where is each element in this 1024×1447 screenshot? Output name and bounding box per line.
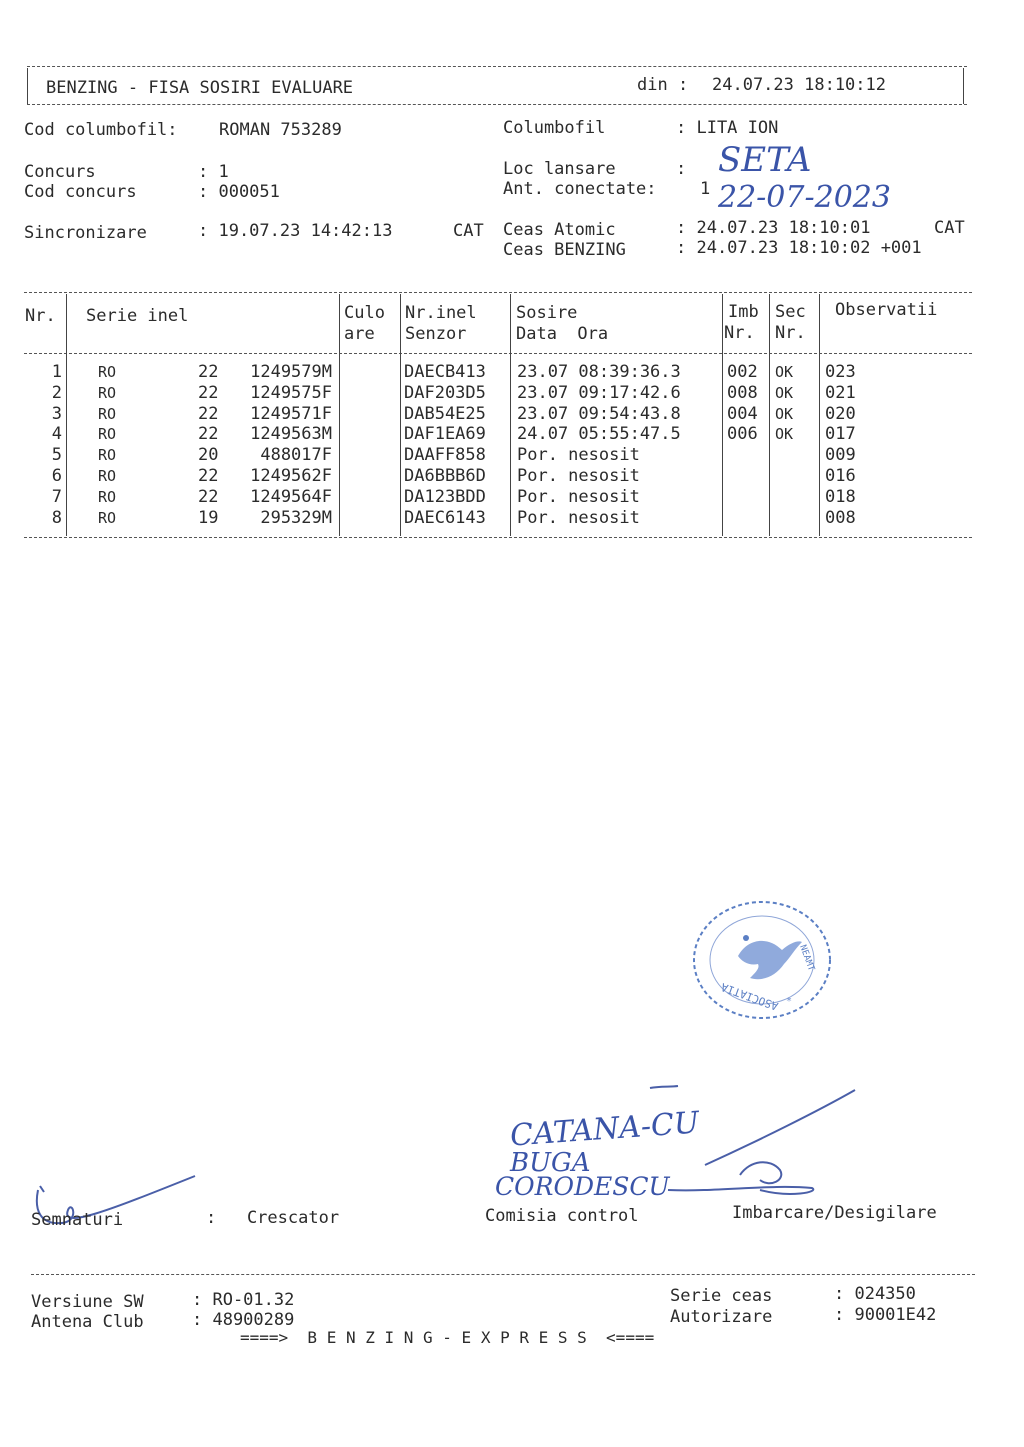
autorizare-label: Autorizare bbox=[670, 1307, 773, 1327]
cell-country: RO bbox=[98, 508, 117, 527]
cell-country: RO bbox=[98, 425, 117, 444]
cell-nr: 7 bbox=[51, 486, 62, 507]
cell-imb: 002 bbox=[727, 362, 758, 382]
header-sec-2: Nr. bbox=[775, 323, 806, 343]
cell-country: RO bbox=[98, 446, 117, 465]
cell-nr: 6 bbox=[51, 466, 62, 486]
cell-arrival: 23.07 09:54:43.8 bbox=[517, 403, 681, 424]
cell-nr: 8 bbox=[51, 507, 62, 528]
cell-nr: 1 bbox=[51, 362, 62, 382]
cell-arrival: 23.07 08:39:36.3 bbox=[517, 362, 681, 382]
cell-ring: 1249562F bbox=[250, 466, 332, 486]
svg-text:*: * bbox=[786, 996, 793, 1007]
col-sep bbox=[400, 294, 401, 536]
cell-sensor: DAF203D5 bbox=[404, 382, 486, 403]
cell-imb: 006 bbox=[727, 424, 758, 445]
cell-country: RO bbox=[98, 404, 117, 423]
sincronizare-label: Sincronizare bbox=[24, 223, 147, 243]
handwritten-date: 22-07-2023 bbox=[718, 180, 891, 215]
cell-arrival: Por. nesosit bbox=[517, 466, 640, 486]
header-top-rule bbox=[27, 66, 967, 67]
versiune-sw-value: : RO-01.32 bbox=[192, 1290, 295, 1310]
header-observatii: Observatii bbox=[835, 300, 938, 320]
cod-columbofil-label: Cod columbofil: bbox=[24, 120, 178, 140]
autorizare-value: : 90001E42 bbox=[834, 1305, 937, 1325]
cell-ring: 488017F bbox=[260, 445, 332, 466]
cell-arrival: Por. nesosit bbox=[517, 445, 640, 466]
cell-year: 22 bbox=[198, 362, 219, 382]
ant-conectate-label: Ant. conectate: bbox=[503, 179, 657, 199]
header-sec-1: Sec bbox=[775, 302, 806, 322]
col-sep bbox=[769, 294, 770, 536]
columbofil-value: : LITA ION bbox=[676, 118, 779, 138]
header-culoare-2: are bbox=[344, 324, 375, 344]
cell-sensor: DAB54E25 bbox=[404, 403, 486, 424]
cell-year: 22 bbox=[198, 403, 219, 424]
col-sep bbox=[510, 294, 511, 536]
header-left-border bbox=[27, 68, 28, 104]
benzing-express-banner: ====> B E N Z I N G - E X P R E S S <==== bbox=[240, 1328, 655, 1347]
cell-year: 19 bbox=[198, 507, 219, 528]
cell-ring: 1249564F bbox=[250, 486, 332, 507]
cell-country: RO bbox=[98, 487, 117, 506]
ceas-benzing-value: : 24.07.23 18:10:02 +001 bbox=[676, 238, 922, 258]
cell-sec: OK bbox=[775, 404, 794, 423]
table-bottom-rule bbox=[24, 537, 972, 538]
handwritten-name-2: BUGA bbox=[510, 1148, 591, 1178]
cell-year: 22 bbox=[198, 424, 219, 445]
ceas-benzing-label: Ceas BENZING bbox=[503, 240, 626, 260]
cell-nr: 4 bbox=[51, 424, 62, 445]
cell-arrival: 24.07 05:55:47.5 bbox=[517, 424, 681, 445]
cell-year: 20 bbox=[198, 445, 219, 466]
antena-club-value: : 48900289 bbox=[192, 1310, 295, 1330]
col-sep bbox=[66, 294, 67, 536]
cod-columbofil-value: ROMAN 753289 bbox=[219, 120, 342, 140]
loc-lansare-label: Loc lansare bbox=[503, 159, 616, 179]
cell-arrival: Por. nesosit bbox=[517, 486, 640, 507]
header-sosire-1: Sosire bbox=[516, 303, 578, 323]
header-nr: Nr. bbox=[25, 306, 56, 326]
col-sep bbox=[339, 294, 340, 536]
header-nrinel-2: Senzor bbox=[405, 324, 467, 344]
ceas-atomic-tz: CAT bbox=[934, 218, 965, 238]
header-serie-inel: Serie inel bbox=[86, 306, 189, 326]
header-imb-2: Nr. bbox=[724, 323, 755, 343]
ceas-atomic-label: Ceas Atomic bbox=[503, 220, 616, 240]
concurs-label: Concurs bbox=[24, 162, 96, 182]
cell-obs: 021 bbox=[825, 382, 856, 403]
cell-nr: 2 bbox=[51, 382, 62, 403]
cell-sec: OK bbox=[775, 425, 794, 444]
cod-concurs-label: Cod concurs bbox=[24, 182, 137, 202]
cell-ring: 1249575F bbox=[250, 382, 332, 403]
cell-obs: 008 bbox=[825, 507, 856, 528]
concurs-value: : 1 bbox=[198, 162, 229, 182]
imbarcare-label: Imbarcare/Desigilare bbox=[732, 1203, 937, 1223]
ant-conectate-value: 1 bbox=[700, 179, 711, 199]
table-header-rule bbox=[24, 353, 972, 354]
header-culoare-1: Culo bbox=[344, 303, 385, 323]
stamp-text-bottom: ASOCIATIA bbox=[719, 980, 780, 1013]
handwritten-location: SETA bbox=[718, 140, 812, 180]
cell-ring: 1249563M bbox=[250, 424, 332, 445]
cell-sec: OK bbox=[775, 363, 794, 381]
cell-obs: 009 bbox=[825, 445, 856, 466]
din-label: din : bbox=[637, 75, 689, 95]
cell-obs: 020 bbox=[825, 403, 856, 424]
cell-country: RO bbox=[98, 383, 117, 402]
footer-rule bbox=[31, 1274, 975, 1275]
semnaturi-label: Semnaturi bbox=[31, 1210, 124, 1230]
document-title: BENZING - FISA SOSIRI EVALUARE bbox=[46, 78, 354, 98]
columbofil-label: Columbofil bbox=[503, 118, 606, 138]
cell-year: 22 bbox=[198, 382, 219, 403]
versiune-sw-label: Versiune SW bbox=[31, 1292, 144, 1312]
handwritten-name-1: CATANA-CU bbox=[509, 1105, 701, 1154]
din-value: 24.07.23 18:10:12 bbox=[712, 75, 886, 95]
serie-ceas-label: Serie ceas bbox=[670, 1286, 773, 1306]
cell-imb: 008 bbox=[727, 382, 758, 403]
antena-club-label: Antena Club bbox=[31, 1312, 144, 1332]
cell-ring: 295329M bbox=[260, 507, 332, 528]
header-nrinel-1: Nr.inel bbox=[405, 303, 477, 323]
cell-sensor: DAF1EA69 bbox=[404, 424, 486, 445]
cell-sec: OK bbox=[775, 383, 794, 402]
cell-sensor: DAECB413 bbox=[404, 362, 486, 382]
cell-sensor: DA123BDD bbox=[404, 486, 486, 507]
cell-nr: 5 bbox=[51, 445, 62, 466]
cell-country: RO bbox=[98, 467, 117, 485]
cell-nr: 3 bbox=[51, 403, 62, 424]
col-sep bbox=[819, 294, 820, 536]
cell-sensor: DAEC6143 bbox=[404, 507, 486, 528]
cell-obs: 017 bbox=[825, 424, 856, 445]
col-sep bbox=[722, 294, 723, 536]
cell-ring: 1249579M bbox=[250, 362, 332, 382]
comisia-control-label: Comisia control bbox=[485, 1206, 639, 1226]
cell-arrival: Por. nesosit bbox=[517, 507, 640, 528]
stamp-text-top: NEAMT bbox=[797, 943, 816, 973]
association-stamp bbox=[690, 898, 835, 1023]
header-right-border bbox=[963, 68, 964, 104]
crescator-label: : Crescator bbox=[206, 1208, 340, 1228]
handwritten-name-3: CORODESCU bbox=[495, 1172, 670, 1201]
loc-lansare-value: : bbox=[676, 159, 687, 179]
table-top-rule bbox=[24, 292, 972, 293]
ceas-atomic-value: : 24.07.23 18:10:01 bbox=[676, 218, 871, 238]
cell-ring: 1249571F bbox=[250, 403, 332, 424]
cell-country: RO bbox=[98, 363, 117, 381]
sincronizare-tz: CAT bbox=[453, 221, 484, 241]
cell-obs: 016 bbox=[825, 466, 856, 486]
cell-sensor: DAAFF858 bbox=[404, 445, 486, 466]
cell-year: 22 bbox=[198, 486, 219, 507]
cell-imb: 004 bbox=[727, 403, 758, 424]
header-sosire-2: Data Ora bbox=[516, 324, 609, 344]
sincronizare-value: : 19.07.23 14:42:13 bbox=[198, 221, 393, 241]
header-imb-1: Imb bbox=[728, 302, 759, 322]
cell-arrival: 23.07 09:17:42.6 bbox=[517, 382, 681, 403]
header-bottom-rule bbox=[27, 104, 967, 105]
cell-sensor: DA6BBB6D bbox=[404, 466, 486, 486]
cod-concurs-value: : 000051 bbox=[198, 182, 280, 202]
cell-obs: 023 bbox=[825, 362, 856, 382]
serie-ceas-value: : 024350 bbox=[834, 1284, 916, 1304]
cell-year: 22 bbox=[198, 466, 219, 486]
cell-obs: 018 bbox=[825, 486, 856, 507]
